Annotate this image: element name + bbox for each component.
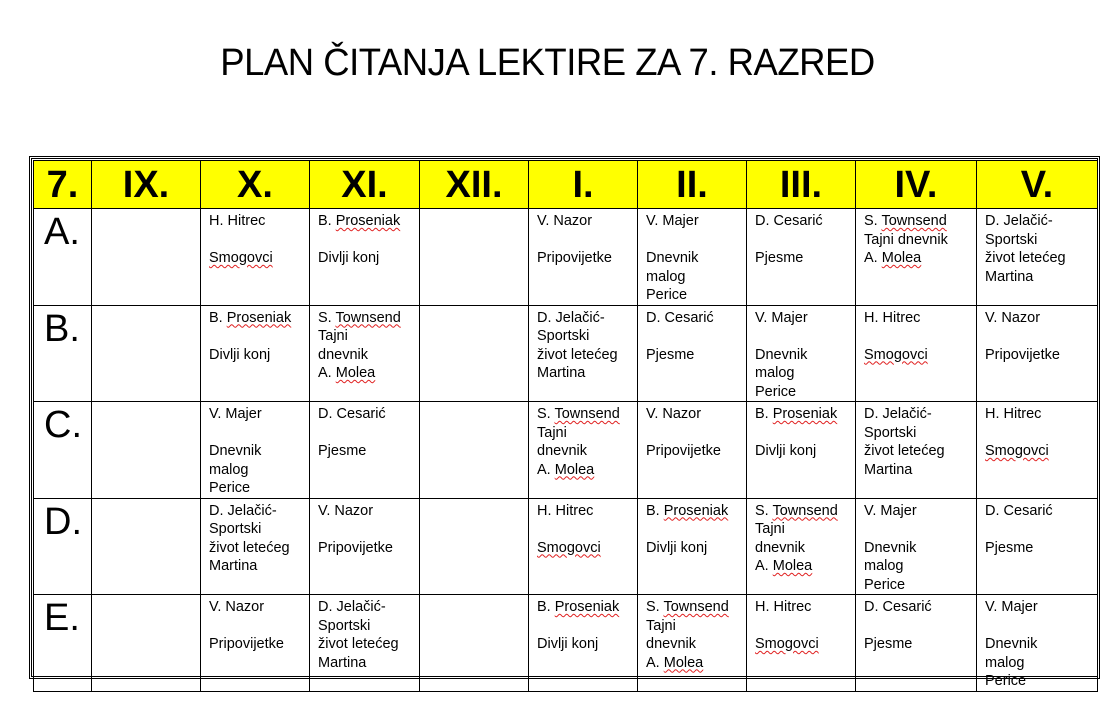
book-title-line [864,346,972,365]
book-title-line: život letećeg [318,636,399,652]
book-cell[interactable] [92,305,201,402]
book-cell[interactable] [201,209,310,306]
book-title-line: Pjesme [985,539,1034,556]
book-author: H. Hitrec [864,309,921,326]
line-gap [537,520,633,539]
book-title-line: Dnevnik [985,636,1038,652]
table-body [34,209,1098,692]
line-gap [755,617,851,636]
month-header: I. [529,161,638,209]
book-author: H. Hitrec [537,502,594,519]
line-gap [646,327,742,346]
book-author: D. Cesarić [646,309,714,326]
line-gap [209,617,305,636]
book-title-line: Sportski [537,328,590,344]
line-gap [646,231,742,250]
book-title-line: Divlji konj [646,539,708,556]
book-title-line [755,635,851,654]
line-gap [755,327,851,346]
book-title-line [209,249,305,268]
book-cell[interactable] [201,305,310,402]
book-author: V. Nazor [318,502,374,519]
book-author: S. Townsend [646,599,729,615]
book-cell[interactable] [201,402,310,499]
spellcheck-flag: Molea [881,250,922,266]
book-title-line: Tajni [318,328,348,344]
book-title-line: Sportski [985,231,1038,248]
line-gap [537,231,633,250]
line-gap [209,231,305,250]
book-title-line: dnevnik [755,539,805,556]
book-author: V. Nazor [985,309,1041,326]
book-cell[interactable] [856,402,977,499]
spellcheck-flag: Proseniak [772,406,838,422]
line-gap [646,520,742,539]
class-label: E. [34,595,92,692]
book-title-line: Pjesme [755,250,804,266]
book-title-line: dnevnik [318,346,368,363]
table-row [34,498,1098,595]
book-author: S. Townsend [318,309,401,326]
book-title-line: A. Molea [864,250,922,266]
line-gap [864,617,972,636]
book-author: V. Nazor [209,599,265,615]
month-header: IX. [92,161,201,209]
spellcheck-flag: Smogovci [864,346,928,363]
book-cell[interactable] [420,402,529,499]
book-title-line: Pripovijetke [537,250,612,266]
header-row [34,161,1098,209]
table-row [34,209,1098,306]
book-cell[interactable] [420,595,529,692]
book-author: B. Proseniak [318,213,401,229]
spellcheck-flag: Proseniak [663,502,729,519]
book-cell[interactable] [747,595,856,692]
book-author: H. Hitrec [209,213,266,229]
book-author: V. Majer [985,599,1038,615]
spellcheck-flag: Smogovci [209,250,273,266]
book-title-line: malog [755,365,795,381]
table-row [34,595,1098,692]
book-author: D. Cesarić [755,213,823,229]
book-cell[interactable] [529,498,638,595]
book-title-line: Pripovijetke [985,346,1060,363]
book-title-line: Divlji konj [209,346,271,363]
book-author: H. Hitrec [755,599,812,615]
book-title-line: Tajni [537,424,567,441]
book-author: D. Jelačić- [318,599,386,615]
spellcheck-flag: Proseniak [226,309,292,326]
book-title-line: A. Molea [755,558,813,574]
book-author: V. Majer [646,213,699,229]
book-title-line: malog [864,558,904,574]
book-cell[interactable] [638,402,747,499]
spellcheck-flag: Proseniak [335,213,401,229]
book-title-line: A. Molea [318,365,376,381]
class-label: A. [34,209,92,306]
book-title-line: Pjesme [864,636,913,652]
book-cell[interactable] [856,305,977,402]
book-title-line: život letećeg [864,443,945,459]
book-author: V. Majer [755,309,808,326]
line-gap [755,231,851,250]
line-gap [537,617,633,636]
book-title-line: Martina [318,654,367,671]
book-cell[interactable] [529,402,638,499]
book-cell[interactable] [92,209,201,306]
book-cell[interactable] [977,402,1098,499]
month-header: II. [638,161,747,209]
book-cell[interactable] [420,209,529,306]
book-author: D. Jelačić- [537,309,605,326]
book-title-line: Martina [209,558,258,574]
book-title-line [985,442,1093,461]
book-cell[interactable] [310,305,420,402]
book-cell[interactable] [638,498,747,595]
line-gap [209,424,305,443]
spellcheck-flag: Townsend [335,309,401,326]
spellcheck-flag: Smogovci [985,443,1049,459]
spellcheck-flag: Smogovci [537,539,601,556]
spellcheck-flag: Molea [663,654,704,671]
book-cell[interactable] [977,305,1098,402]
book-cell[interactable] [747,402,856,499]
book-title-line: Dnevnik [646,250,699,266]
book-author: V. Nazor [537,213,593,229]
book-author: B. Proseniak [537,599,620,615]
month-header: XI. [310,161,420,209]
book-author: B. Proseniak [755,406,838,422]
book-title-line: malog [985,654,1025,671]
class-label: C. [34,402,92,499]
book-cell[interactable] [310,595,420,692]
spellcheck-flag: Proseniak [554,599,620,615]
line-gap [318,520,415,539]
book-author: S. Townsend [537,406,620,422]
book-cell[interactable] [977,595,1098,692]
book-author: D. Cesarić [864,599,932,615]
book-author: D. Cesarić [985,502,1053,519]
line-gap [209,327,305,346]
book-cell[interactable] [310,209,420,306]
book-cell[interactable] [638,595,747,692]
book-author: V. Majer [864,502,917,519]
book-cell[interactable] [977,209,1098,306]
book-author: D. Cesarić [318,406,386,422]
book-title-line: A. Molea [646,654,704,671]
table-row [34,402,1098,499]
book-title-line: dnevnik [646,636,696,652]
book-cell[interactable] [638,209,747,306]
book-title-line: Pripovijetke [209,636,284,652]
book-title-line: Tajni dnevnik [864,231,948,248]
book-cell[interactable] [201,498,310,595]
book-title-line: Dnevnik [864,539,917,556]
book-title-line: Dnevnik [209,443,262,459]
month-header: X. [201,161,310,209]
book-cell[interactable] [747,498,856,595]
spellcheck-flag: Smogovci [755,636,819,652]
book-title-line: Martina [985,268,1034,285]
book-title-line: život letećeg [985,250,1066,266]
book-title-line: Pjesme [318,443,367,459]
month-header: V. [977,161,1098,209]
book-cell[interactable] [856,498,977,595]
book-title-line: Pripovijetke [646,443,721,459]
spellcheck-flag: Townsend [772,502,838,519]
book-title-line: Tajni [755,521,785,537]
book-title-line: Sportski [209,521,262,537]
class-label: D. [34,498,92,595]
book-title-line: Perice [209,480,251,496]
book-cell[interactable] [977,498,1098,595]
book-cell[interactable] [92,402,201,499]
book-author: B. Proseniak [209,309,292,326]
book-author: S. Townsend [864,213,947,229]
spellcheck-flag: Townsend [663,599,729,615]
book-title-line: malog [646,268,686,285]
book-author: V. Majer [209,406,262,422]
book-title-line: Martina [537,365,586,381]
book-title-line: malog [209,461,249,478]
book-title-line: Divlji konj [755,443,817,459]
book-cell[interactable] [92,595,201,692]
book-cell[interactable] [747,209,856,306]
class-label: B. [34,305,92,402]
book-title-line: Tajni [646,617,676,634]
book-cell[interactable] [529,209,638,306]
book-cell[interactable] [856,595,977,692]
book-author: D. Jelačić- [864,406,932,422]
line-gap [985,520,1093,539]
header-corner: 7. [34,161,92,209]
book-title-line: život letećeg [209,539,290,556]
book-title-line: Perice [755,383,797,400]
book-cell[interactable] [201,595,310,692]
book-title-line: Pripovijetke [318,539,393,556]
spellcheck-flag: Molea [772,558,813,574]
book-cell[interactable] [856,209,977,306]
month-header: XII. [420,161,529,209]
book-cell[interactable] [420,498,529,595]
spellcheck-flag: Townsend [881,213,947,229]
spellcheck-flag: Molea [335,365,376,381]
page-title: PLAN ČITANJA LEKTIRE ZA 7. RAZRED [220,42,875,84]
line-gap [318,231,415,250]
spellcheck-flag: Molea [554,461,595,478]
book-cell[interactable] [529,595,638,692]
line-gap [318,424,415,443]
book-author: B. Proseniak [646,502,729,519]
reading-plan-table-frame [29,156,1100,689]
book-title-line: Martina [864,461,913,478]
book-cell[interactable] [747,305,856,402]
line-gap [985,617,1093,636]
book-cell[interactable] [310,402,420,499]
line-gap [985,424,1093,443]
book-author: S. Townsend [755,502,838,519]
line-gap [646,424,742,443]
book-title-line: Perice [985,673,1027,689]
book-title-line: Sportski [864,424,917,441]
book-cell[interactable] [310,498,420,595]
book-title-line: Perice [646,287,688,303]
book-author: D. Jelačić- [985,213,1053,229]
book-author: V. Nazor [646,406,702,422]
book-cell[interactable] [638,305,747,402]
book-title-line: A. Molea [537,461,595,478]
month-header: IV. [856,161,977,209]
book-title-line: Divlji konj [318,250,380,266]
spellcheck-flag: Townsend [554,406,620,422]
book-title-line: Divlji konj [537,636,599,652]
book-title-line: dnevnik [537,443,587,459]
book-cell[interactable] [529,305,638,402]
reading-plan-table [33,160,1098,692]
line-gap [985,327,1093,346]
book-author: D. Jelačić- [209,502,277,519]
line-gap [755,424,851,443]
book-title-line: Pjesme [646,346,695,363]
book-title-line: Sportski [318,617,371,634]
book-title-line: život letećeg [537,346,618,363]
book-cell[interactable] [92,498,201,595]
book-cell[interactable] [420,305,529,402]
book-title-line: Perice [864,576,906,593]
line-gap [864,520,972,539]
book-title-line: Dnevnik [755,346,808,363]
book-author: H. Hitrec [985,406,1042,422]
line-gap [864,327,972,346]
book-title-line [537,539,633,558]
table-row [34,305,1098,402]
month-header: III. [747,161,856,209]
